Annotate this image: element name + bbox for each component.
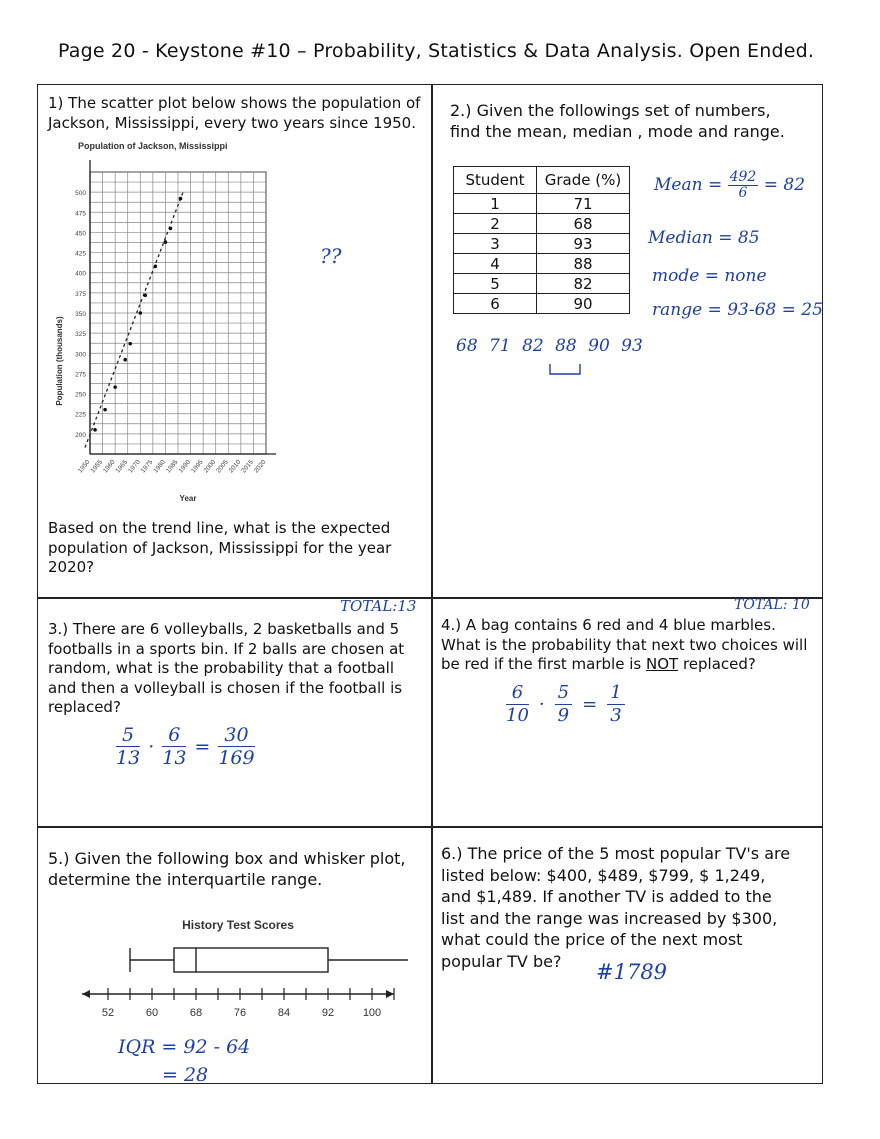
q6-prompt: 6.) The price of the 5 most popular TV's are listed below: $400, $489, $799, $ 1,249, and $1,489. If another TV is added to the list and the range was increased by $300, what could the price of the next most popular TV be? (441, 844, 791, 971)
q3-total-note: TOTAL:13 (340, 597, 417, 615)
axis-label: 84 (277, 1007, 291, 1019)
table-row: 4 88 (454, 254, 630, 274)
table-row: 2 68 (454, 214, 630, 234)
table-row: 1 71 (454, 194, 630, 214)
x-tick-label: 2020 (252, 458, 268, 475)
table-header-row (454, 167, 630, 194)
y-tick-label: 500 (75, 190, 86, 198)
x-tick-label: 1955 (89, 458, 105, 475)
y-tick-label: 350 (75, 311, 86, 318)
data-point (123, 358, 127, 362)
table-row: 5 82 (454, 274, 630, 294)
y-tick-label: 275 (75, 371, 86, 379)
q4-handwriting: 6 10 · $\frac{5}{9}$ = $\frac{1}{3}$ (506, 682, 625, 727)
q3-prompt: 3.) There are 6 volleyballs, 2 basketballs and 5 footballs in a sports bin. If 2 balls are chosen at random, what is the probability that a football and then a volleyball is chosen if the football is replaced? (48, 620, 405, 716)
data-point (154, 264, 158, 268)
x-tick-label: 1990 (177, 458, 193, 475)
q5-prompt: 5.) Given the following box and whisker plot, determine the interquartile range. (48, 849, 406, 889)
row-divider-2 (38, 826, 822, 828)
q1-prompt: 1) The scatter plot below shows the population of Jackson, Mississippi, every two years since 1950. (48, 94, 421, 132)
axis-label: 100 (362, 1007, 382, 1019)
x-tick-label: 2010 (227, 458, 243, 475)
x-tick-label: 2000 (202, 458, 218, 475)
y-tick-label: 425 (75, 250, 86, 258)
y-tick-label: 475 (75, 210, 86, 218)
axis-label: 76 (233, 1007, 247, 1019)
data-point (93, 428, 97, 432)
iqr-box (174, 948, 328, 972)
x-tick-label: 1995 (190, 458, 205, 475)
q5-hw-iqr: IQR = 92 - 64 (118, 1036, 251, 1058)
q2-prompt: 2.) Given the followings set of numbers, find the mean, median , mode and range. (450, 101, 785, 141)
x-tick-label: 1965 (114, 458, 130, 475)
y-tick-label: 250 (75, 391, 86, 399)
q4-total-note: TOTAL: 10 (734, 597, 810, 613)
x-tick-label: 1970 (127, 458, 142, 475)
data-point (179, 197, 183, 201)
chart-xlabel: Year (179, 494, 197, 503)
y-tick-label: 225 (75, 411, 86, 419)
hw-mode: mode = none (652, 266, 767, 286)
chart-title: Population of Jackson, Mississippi (78, 141, 228, 151)
x-tick-label: 2015 (240, 458, 255, 475)
y-tick-label: 200 (75, 431, 86, 439)
table-row: 6 90 (454, 294, 630, 314)
data-point (103, 408, 107, 412)
column-header: Grade (%) (537, 167, 630, 194)
chart-ylabel: Population (thousands) (55, 316, 64, 406)
box-whisker-plot (78, 912, 408, 1024)
y-tick-label: 300 (75, 351, 86, 359)
x-tick-label: 2005 (215, 458, 230, 475)
boxplot-title: History Test Scores (182, 918, 294, 932)
axis-label: 60 (145, 1007, 159, 1019)
right-arrow (386, 990, 394, 998)
hw-median: Median = 85 (648, 228, 760, 248)
axis-label: 68 (189, 1007, 203, 1019)
data-point (164, 240, 168, 244)
hw-range: range = 93-68 = 25 (652, 300, 823, 320)
data-point (144, 293, 148, 297)
q6-hw-answer: #1789 (596, 960, 668, 984)
axis-label: 52 (101, 1007, 115, 1019)
data-point (169, 227, 173, 231)
y-tick-label: 450 (75, 230, 86, 238)
x-tick-label: 1975 (139, 458, 155, 475)
x-tick-label: 1985 (164, 458, 180, 475)
data-point (128, 342, 132, 346)
x-tick-label: 1980 (152, 458, 167, 475)
data-point (138, 311, 142, 315)
hw-sorted-list: 68 71 82 88 90 93 (456, 336, 643, 356)
hw-median-bracket (548, 362, 588, 378)
x-tick-label: 1960 (102, 458, 117, 475)
q3-handwriting: 5 13 · $\frac{6}{13}$ = $\frac{30}{169}$ (116, 724, 255, 769)
data-point (113, 385, 117, 389)
page-title: Page 20 - Keystone #10 – Probability, Statistics & Data Analysis. Open Ended. (58, 40, 815, 62)
q5-hw-result: = 28 (162, 1064, 209, 1086)
scatter-plot (48, 136, 298, 508)
q1-followup: Based on the trend line, what is the expected population of Jackson, Mississippi for the year 2020? (48, 519, 392, 576)
row-divider-1 (38, 597, 822, 599)
q4-prompt: 4.) A bag contains 6 red and 4 blue marbles. What is the probability that next two choices will be red if the first marble is NOT replaced? (441, 616, 808, 673)
hw-mean: Mean = $\frac{492}{6}$ = 82 (654, 169, 806, 201)
grades-table (453, 166, 630, 314)
q1-handwriting: ?? (320, 244, 342, 268)
x-tick-label: 1950 (76, 458, 92, 475)
column-header: Student (454, 167, 537, 194)
column-divider (431, 85, 433, 1083)
trend-line (85, 192, 183, 447)
y-tick-label: 325 (75, 331, 86, 339)
table-row: 3 93 (454, 234, 630, 254)
y-tick-label: 400 (75, 270, 86, 278)
axis-label: 92 (321, 1007, 335, 1019)
left-arrow (82, 990, 90, 998)
y-tick-label: 375 (75, 290, 86, 298)
